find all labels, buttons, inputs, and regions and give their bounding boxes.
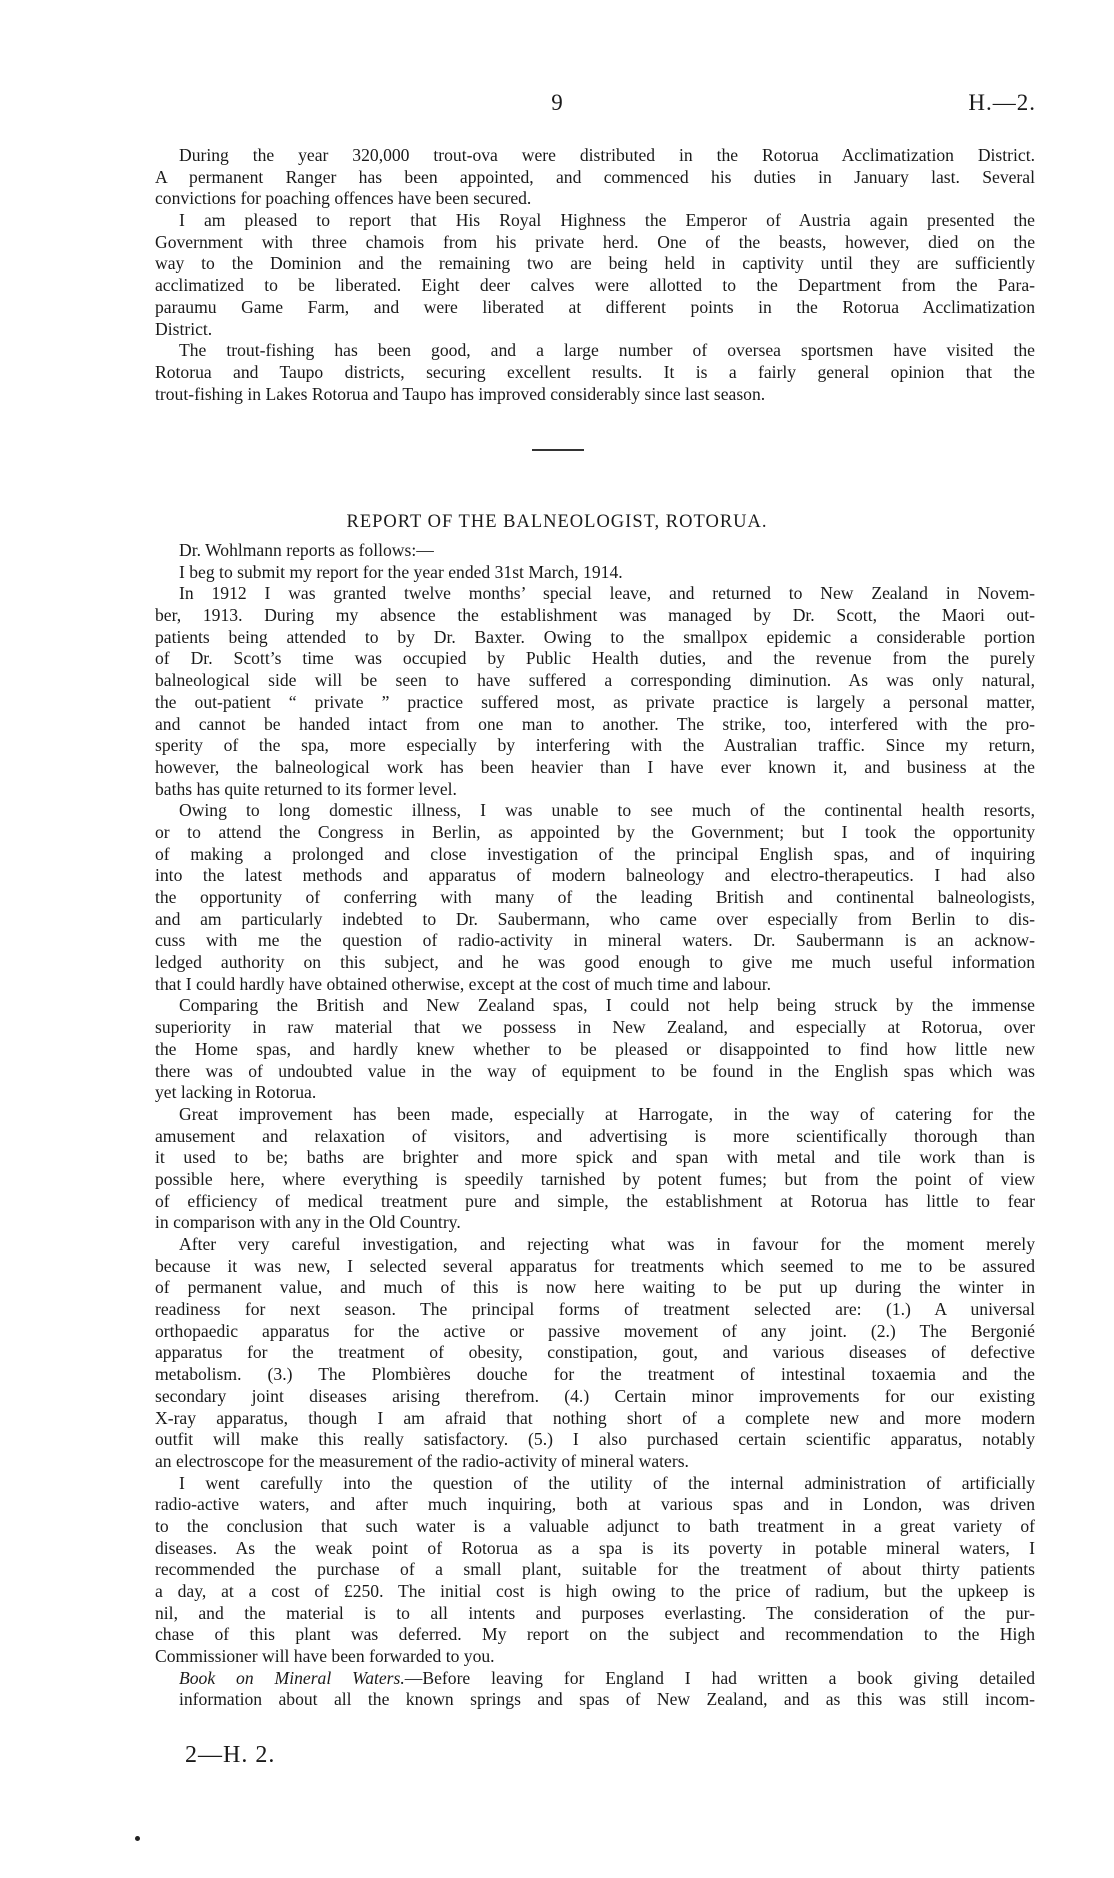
section-divider [532, 449, 584, 451]
text-line: apparatus for the treatment of obesity, constipation, gout, and various diseases of defective [155, 1342, 1035, 1363]
text-line: After very careful investigation, and rejecting what was in favour for the moment merely [179, 1234, 1035, 1254]
text-line: the out-patient “ private ” practice suffered most, as private practice is largely a personal matter, [155, 691, 1035, 712]
text-line: ber, 1913. During my absence the establishment was managed by Dr. Scott, the Maori out- [155, 605, 1035, 626]
text-line: superiority in raw material that we possess in New Zealand, and especially at Rotorua, over [155, 1017, 1035, 1038]
text-line: District. [155, 318, 213, 339]
section-balneologist-report [155, 540, 1035, 1711]
text-line: Dr. Wohlmann reports as follows:— [179, 540, 434, 560]
section-title: REPORT OF THE BALNEOLOGIST, ROTORUA. [346, 512, 768, 532]
text-line: amusement and relaxation of visitors, and advertising is more scientifically thorough than [155, 1125, 1035, 1146]
text-line: readiness for next season. The principal forms of treatment selected are: (1.) A universal [155, 1299, 1035, 1320]
page-number: 9 [551, 90, 563, 115]
text-line: diseases. As the weak point of Rotorua as a spa is its poverty in potable mineral waters, I [155, 1537, 1035, 1558]
text-line: because it was new, I selected several apparatus for treatments which seemed to me to be assured [155, 1255, 1035, 1276]
text-line: and am particularly indebted to Dr. Saubermann, who came over especially from Berlin to dis- [155, 908, 1035, 929]
text-line: sperity of the spa, more especially by interfering with the Australian traffic. Since my return, [155, 735, 1035, 756]
section-acclimatization [155, 145, 1035, 405]
book-line-rest: —Before leaving for England I had written a book giving detailed [404, 1667, 1035, 1688]
text-line: Commissioner will have been forwarded to you. [155, 1646, 495, 1667]
text-line: During the year 320,000 trout-ova were distributed in the Rotorua Acclimatization District. [179, 145, 1035, 165]
text-line: or to attend the Congress in Berlin, as appointed by the Government; but I took the opportunity [155, 821, 1035, 842]
stray-mark [135, 1836, 140, 1841]
text-line: acclimatized to be liberated. Eight deer calves were allotted to the Department from the Para- [155, 275, 1035, 296]
text-line: the opportunity of conferring with many of the leading British and continental balneologists, [155, 887, 1035, 907]
text-line: of efficiency of medical treatment pure and simple, the establishment at Rotorua has little to fear [155, 1190, 1035, 1211]
text-line: balneological side will be seen to have suffered a corresponding diminution. As was only natural, [155, 670, 1035, 691]
text-line: outfit will make this really satisfactory. (5.) I also purchased certain scientific apparatus, notably [155, 1429, 1035, 1450]
text-line: information about all the known springs and spas of New Zealand, and as this was still incom- [179, 1689, 1035, 1710]
text-line: recommended the purchase of a small plant, suitable for the treatment of about thirty patients [155, 1559, 1035, 1580]
text-line: convictions for poaching offences have been secured. [155, 188, 532, 209]
text-line: of permanent value, and much of this is now here waiting to be put up during the winter in [155, 1277, 1035, 1298]
text-line: X-ray apparatus, though I am afraid that nothing short of a complete new and more modern [155, 1407, 1035, 1428]
text-line: possible here, where everything is speedily tarnished by potent fumes; but from the point of view [155, 1168, 1035, 1189]
text-line: secondary joint diseases arising therefrom. (4.) Certain minor improvements for our existing [155, 1385, 1035, 1406]
text-line: The trout-fishing has been good, and a large number of oversea sportsmen have visited the [179, 340, 1035, 361]
book-heading: Book on Mineral Waters. [179, 1667, 405, 1688]
text-line: it used to be; baths are brighter and more spick and span with metal and tile work than is [155, 1147, 1035, 1168]
text-line: patients being attended to by Dr. Baxter. Owing to the smallpox epidemic a considerable portion [155, 626, 1035, 647]
text-line: that I could hardly have obtained otherwise, except at the cost of much time and labour. [155, 973, 772, 994]
text-line: baths has quite returned to its former level. [155, 778, 457, 799]
text-line: Rotorua and Taupo districts, securing excellent results. It is a fairly general opinion that the [155, 361, 1035, 382]
text-line: ledged authority on this subject, and he was good enough to give me much useful information [155, 952, 1035, 973]
text-line: I am pleased to report that His Royal Highness the Emperor of Austria again presented the [179, 210, 1035, 231]
text-line: radio-active waters, and after much inquiring, both at various spas and in London, was driven [155, 1494, 1035, 1515]
text-line: the Home spas, and hardly knew whether to be pleased or disappointed to find how little new [155, 1038, 1035, 1059]
text-line: Owing to long domestic illness, I was unable to see much of the continental health resorts, [179, 800, 1035, 821]
text-line: an electroscope for the measurement of the radio-activity of mineral waters. [155, 1450, 689, 1471]
text-line: of making a prolonged and close investigation of the principal English spas, and of inquiring [155, 843, 1035, 864]
text-line: paraumu Game Farm, and were liberated at different points in the Rotorua Acclimatization [155, 296, 1035, 317]
text-line: yet lacking in Rotorua. [155, 1082, 317, 1103]
text-line: of Dr. Scott’s time was occupied by Public Health duties, and the revenue from the purely [155, 648, 1035, 669]
text-line: there was of undoubted value in the way of equipment to be found in the English spas which was [155, 1060, 1035, 1081]
text-line: chase of this plant was deferred. My report on the subject and recommendation to the High [155, 1624, 1035, 1645]
text-line: a day, at a cost of £250. The initial cost is high owing to the price of radium, but the upkeep is [155, 1581, 1035, 1601]
document-reference: H.—2. [968, 90, 1036, 115]
text-line: nil, and the material is to all intents and purposes everlasting. The consideration of the pur- [155, 1602, 1035, 1623]
text-line: Government with three chamois from his private herd. One of the beasts, however, died on the [155, 231, 1035, 252]
text-line [155, 1668, 1035, 1690]
signature-mark: 2—H. 2. [185, 1742, 276, 1768]
text-line: trout-fishing in Lakes Rotorua and Taupo has improved considerably since last season. [155, 383, 766, 404]
text-line: metabolism. (3.) The Plombières douche for the treatment of intestinal toxaemia and the [155, 1364, 1035, 1385]
text-line: Comparing the British and New Zealand spas, I could not help being struck by the immense [179, 995, 1035, 1016]
text-line: I beg to submit my report for the year ended 31st March, 1914. [179, 561, 623, 582]
text-line: however, the balneological work has been heavier than I have ever known it, and business at the [155, 756, 1035, 777]
text-line: In 1912 I was granted twelve months’ special leave, and returned to New Zealand in Novem- [179, 583, 1035, 604]
text-line: I went carefully into the question of the utility of the internal administration of artificially [179, 1472, 1035, 1493]
text-line: way to the Dominion and the remaining two are being held in captivity until they are sufficiently [155, 253, 1035, 274]
text-line: in comparison with any in the Old Country. [155, 1212, 461, 1233]
text-line: into the latest methods and apparatus of modern balneology and electro-therapeutics. I had also [155, 865, 1035, 886]
text-line: to the conclusion that such water is a valuable adjunct to bath treatment in a great variety of [155, 1515, 1035, 1536]
text-line: Great improvement has been made, especially at Harrogate, in the way of catering for the [179, 1103, 1035, 1124]
text-line: and cannot be handed intact from one man to another. The strike, too, interfered with the pro- [155, 713, 1035, 734]
text-line: cuss with me the question of radio-activity in mineral waters. Dr. Saubermann is an acknow- [155, 930, 1035, 951]
text-line: orthopaedic apparatus for the active or passive movement of any joint. (2.) The Bergonié [155, 1320, 1035, 1341]
text-line: A permanent Ranger has been appointed, and commenced his duties in January last. Several [155, 166, 1035, 187]
